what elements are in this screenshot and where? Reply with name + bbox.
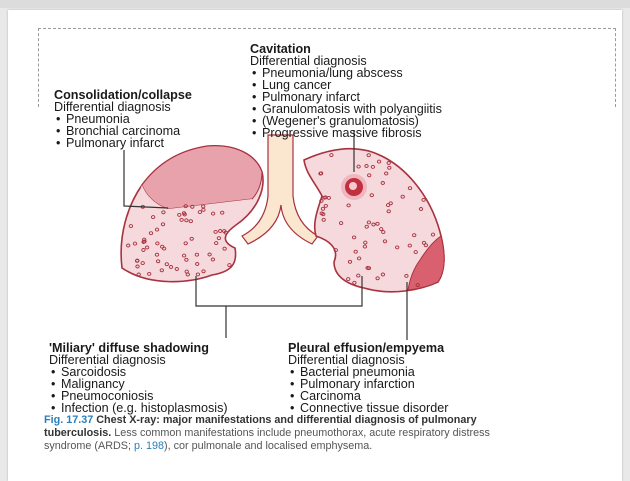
figure-title: Chest X-ray: major manifestations and differential diagnosis of pulmonary tuberculosis. <box>44 414 477 439</box>
cavitation-item: • Progressive massive fibrosis <box>250 127 442 139</box>
miliary-item: • Pneumoconiosis <box>49 390 228 402</box>
consolidation-item: • Bronchial carcinoma <box>54 125 192 137</box>
figure-number: Fig. 17.37 <box>44 414 94 426</box>
effusion-label <box>288 342 448 414</box>
effusion-item: • Carcinoma <box>288 390 448 402</box>
figure-caption <box>44 414 514 453</box>
cavitation-title: Cavitation <box>250 42 311 56</box>
consolidation-item: • Pneumonia <box>54 113 192 125</box>
cavitation-item: • Granulomatosis with polyangiitis <box>250 103 442 115</box>
effusion-title: Pleural effusion/empyema <box>288 341 445 355</box>
consolidation-item: • Pulmonary infarct <box>54 137 192 149</box>
page-link[interactable]: p. 198 <box>134 440 165 452</box>
effusion-subtitle: Differential diagnosis <box>288 353 405 367</box>
cavitation-item-note: • (Wegener's granulomatosis) <box>250 115 442 127</box>
consolidation-title: Consolidation/collapse <box>54 88 192 102</box>
miliary-item: • Sarcoidosis <box>49 366 228 378</box>
miliary-label <box>49 342 228 414</box>
effusion-item: • Pulmonary infarction <box>288 378 448 390</box>
miliary-item: • Malignancy <box>49 378 228 390</box>
miliary-bracket <box>196 276 362 306</box>
consolidation-subtitle: Differential diagnosis <box>54 100 171 114</box>
caption-text-end: ), cor pulmonale and localised emphysema. <box>164 440 373 452</box>
cavitation-item: • Lung cancer <box>250 79 442 91</box>
cavitation-label <box>250 43 442 139</box>
cavity-center <box>349 182 357 190</box>
cavitation-item: • Pneumonia/lung abscess <box>250 67 442 79</box>
consolidation-zone <box>142 146 262 209</box>
miliary-title: 'Miliary' diffuse shadowing <box>49 341 209 355</box>
miliary-subtitle: Differential diagnosis <box>49 353 166 367</box>
consolidation-label <box>54 89 192 149</box>
cavitation-subtitle: Differential diagnosis <box>250 54 367 68</box>
effusion-item: • Connective tissue disorder <box>288 402 448 414</box>
miliary-item: • Infection (e.g. histoplasmosis) <box>49 402 228 414</box>
cavitation-item: • Pulmonary infarct <box>250 91 442 103</box>
effusion-item: • Bacterial pneumonia <box>288 366 448 378</box>
caption-text: Less common manifestations include pneumothorax, acute respiratory distress syndrome (ARDS; <box>44 427 490 452</box>
